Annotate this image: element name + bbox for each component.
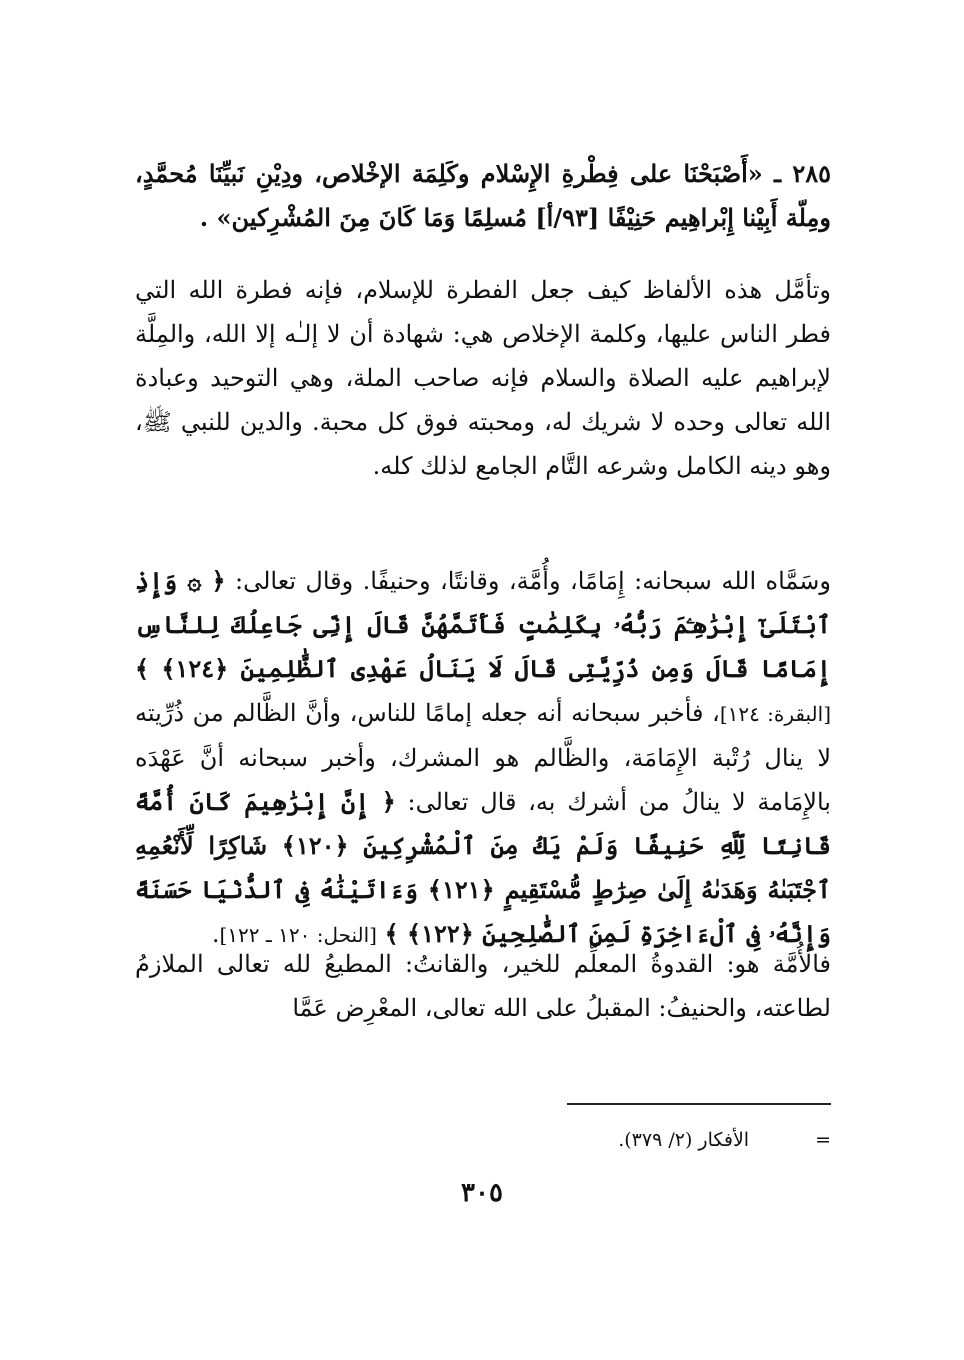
quran-verse-nahl: ﴿ إِنَّ إِبْرَٰهِيمَ كَانَ أُمَّةً قَانِتًا لِّلَّهِ حَنِيفًا وَلَمْ يَكُ مِنَ ٱلْمُشْرِكِينَ ﴿١٢٠﴾ شَاكِرًا لِّأَنْعُمِهِ ٱجْتَبَىٰهُ وَهَدَىٰهُ إِلَىٰ صِرَٰطٍ مُّسْتَقِيمٍ ﴿١٢١﴾ وَءَاتَيْنَٰهُ فِى ٱلدُّنْيَا حَسَنَةً وَإِنَّهُۥ فِى ٱلْءَاخِرَةِ لَمِنَ ٱلصَّٰلِحِينَ ﴿١٢٢﴾ ﴾ — [135, 787, 832, 948]
page-number: ٣٠٥ — [461, 1178, 503, 1208]
footnote-text: الأفكار (٢/ ٣٧٩). — [618, 1129, 750, 1151]
footnote-continuation-marker: = — [815, 1129, 831, 1151]
quran-verse-baqarah: ﴿ ۞ وَإِذِ ٱبْتَلَىٰٓ إِبْرَٰهِـۧمَ رَبُّهُۥ بِكَلِمَٰتٍ فَأَتَمَّهُنَّ قَالَ إِنِّى جَاعِلُكَ لِلنَّاسِ إِمَامًا قَالَ وَمِن ذُرِّيَّتِى قَالَ لَا يَنَالُ عَهْدِى ٱلظَّٰلِمِينَ ﴿١٢٤﴾ ﴾ — [135, 566, 831, 683]
hadith-number: ٢٨٥ — [792, 159, 832, 188]
paragraph-2-intro: وسَمَّاه الله سبحانه: إِمَامًا، وأُمَّة، وقانتًا، وحنيفًا. وقال تعالى: — [235, 567, 831, 595]
commentary-paragraph-3: فالأُمَّة هو: القدوةُ المعلِّم للخير، والقانتُ: المطيعُ لله تعالى الملازمُ لطاعته، والحنيفُ: المقبلُ على الله تعالى، المعْرِض عَمَّا — [135, 950, 831, 1022]
footnote — [531, 1126, 831, 1154]
footnote-divider — [567, 1103, 831, 1105]
hadith-285 — [135, 152, 831, 240]
paragraph-2-end: . — [211, 920, 220, 948]
verse-reference-baqarah: [البقرة: ١٢٤] — [719, 702, 832, 726]
paragraph-2-middle: ، فأخبر سبحانه أنه جعله إمامًا للناس، وأنَّ الظَّالم من ذُرِّيته لا ينال رُتْبة الإِمَامَة، والظَّالم هو المشرك، وأخبر سبحانه أنَّ عَهْدَه بالإِمَامة لا ينالُ من أشرك به، قال تعالى: — [135, 699, 832, 816]
hadith-text: «أَصْبَحْنَا على فِطْرةِ الإِسْلام وكَلِمَة الإخْلاص، ودِيْنِ نَبيِّنَا مُحمَّدٍ، ومِلّة أَبِيْنا إِبْراهِيم حَنِيْفًا [٩٣/أ] مُسلِمًا وَمَا كَانَ مِنَ المُشْرِكين» . — [135, 159, 831, 232]
commentary-paragraph-2 — [135, 559, 831, 957]
verse-reference-nahl: [النحل: ١٢٠ ـ ١٢٢] — [219, 923, 377, 947]
hadith-separator: ـ — [774, 159, 782, 188]
commentary-paragraph-1: وتأمَّل هذه الألفاظ كيف جعل الفطرة للإسلام، فإنه فطرة الله التي فطر الناس عليها، وكلمة الإخلاص هي: شهادة أن لا إلـٰه إلا الله، والمِلَّة لإبراهيم عليه الصلاة والسلام فإنه صاحب الملة، وهي التوحيد وعبادة الله تعالى وحده لا شريك له، ومحبته فوق كل محبة. والدين للنبي ﷺ، وهو دينه الكامل وشرعه التَّام الجامع لذلك كله. — [135, 276, 831, 480]
